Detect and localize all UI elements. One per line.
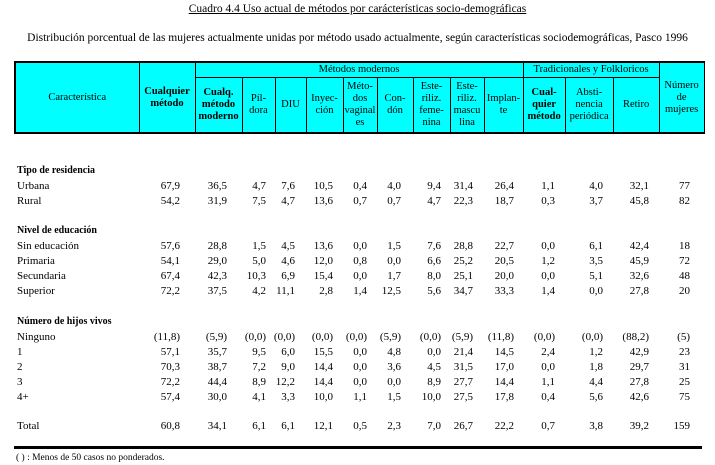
cell-value: 82 xyxy=(679,195,690,207)
table-row xyxy=(14,376,703,391)
cell-value: 22,3 xyxy=(453,195,473,207)
cell-value: 33,3 xyxy=(494,285,514,297)
cell-value: 8,9 xyxy=(252,376,266,388)
cell-value: 0,7 xyxy=(387,195,401,207)
cell-value: 4,1 xyxy=(252,391,266,403)
cell-value: 36,5 xyxy=(207,180,227,192)
table-row xyxy=(14,285,703,300)
row-label: 1 xyxy=(17,346,23,358)
cell-value: 27,5 xyxy=(453,391,473,403)
header-numero-mujeres: Número de mujeres xyxy=(659,62,704,133)
cell-value: 29,7 xyxy=(629,361,649,373)
cell-value: 5,0 xyxy=(252,255,266,267)
cell-value: 0,8 xyxy=(353,255,367,267)
cell-value: 5,6 xyxy=(427,285,441,297)
cell-value: 6,1 xyxy=(589,240,603,252)
cell-value: 4,2 xyxy=(252,285,266,297)
cell-value: 0,0 xyxy=(589,285,603,297)
cell-value: 0,0 xyxy=(541,240,555,252)
cell-value: 57,4 xyxy=(160,391,180,403)
header-group-modernos: Métodos modernos xyxy=(195,62,523,78)
cell-value: 12,5 xyxy=(381,285,401,297)
cell-value: 77 xyxy=(679,180,690,192)
bottom-rule xyxy=(14,446,702,449)
cell-value: 18 xyxy=(679,240,690,252)
cell-value: 48 xyxy=(679,270,690,282)
cell-value: 10,5 xyxy=(313,180,333,192)
cell-value: 7,6 xyxy=(427,240,441,252)
cell-value: 26,7 xyxy=(453,420,473,432)
table-row xyxy=(14,391,703,406)
cell-value: (11,8) xyxy=(153,331,180,343)
cell-value: 72,2 xyxy=(160,285,180,297)
cell-value: 25 xyxy=(679,376,690,388)
cell-value: 27,7 xyxy=(453,376,473,388)
cell-value: 70,3 xyxy=(160,361,180,373)
cell-value: 37,5 xyxy=(207,285,227,297)
cell-value: 15,4 xyxy=(313,270,333,282)
header-pildora: Píl-dora xyxy=(242,78,275,134)
cell-value: 3,3 xyxy=(281,391,295,403)
header-cualq-moderno: Cualq. método moderno xyxy=(195,78,242,134)
row-label: Ninguno xyxy=(17,331,56,343)
cell-value: 1,5 xyxy=(387,391,401,403)
cell-value: 1,2 xyxy=(541,255,555,267)
cell-value: 14,4 xyxy=(313,361,333,373)
cell-value: 54,2 xyxy=(160,195,180,207)
cell-value: 28,8 xyxy=(453,240,473,252)
cell-value: 22,7 xyxy=(494,240,514,252)
cell-value: 9,4 xyxy=(427,180,441,192)
cell-value: 14,4 xyxy=(494,376,514,388)
cell-value: 0,4 xyxy=(353,180,367,192)
cell-value: 3,6 xyxy=(387,361,401,373)
cell-value: 1,8 xyxy=(589,361,603,373)
cell-value: 42,9 xyxy=(629,346,649,358)
cell-value: 7,5 xyxy=(252,195,266,207)
header-cualquier-metodo: Cualquier método xyxy=(139,62,195,133)
section-title: Tipo de residencia xyxy=(17,165,95,176)
cell-value: 32,6 xyxy=(629,270,649,282)
cell-value: 75 xyxy=(679,391,690,403)
cell-value: 8,0 xyxy=(427,270,441,282)
cell-value: 159 xyxy=(673,420,690,432)
cell-value: 0,3 xyxy=(541,195,555,207)
table-row xyxy=(14,180,703,195)
cell-value: 25,2 xyxy=(453,255,473,267)
cell-value: (5,9) xyxy=(205,331,227,343)
cell-value: 11,1 xyxy=(276,285,295,297)
cell-value: 72,2 xyxy=(160,376,180,388)
cell-value: 39,2 xyxy=(629,420,649,432)
cell-value: 72 xyxy=(679,255,690,267)
row-label: 4+ xyxy=(17,391,29,403)
cell-value: 1,5 xyxy=(252,240,266,252)
cell-value: 0,0 xyxy=(427,346,441,358)
table-row xyxy=(14,270,703,285)
cell-value: 14,4 xyxy=(313,376,333,388)
cell-value: (11,8) xyxy=(487,331,514,343)
cell-value: 31,4 xyxy=(453,180,473,192)
table-row xyxy=(14,195,703,210)
row-label: Rural xyxy=(17,195,42,207)
cell-value: 13,6 xyxy=(313,195,333,207)
section-heading xyxy=(14,165,703,180)
cell-value: 4,0 xyxy=(589,180,603,192)
cell-value: 20,5 xyxy=(494,255,514,267)
cell-value: 42,6 xyxy=(629,391,649,403)
cell-value: 4,7 xyxy=(281,195,295,207)
header-cualq-tradicional: Cual-quier método xyxy=(523,78,565,134)
cell-value: 27,8 xyxy=(629,285,649,297)
table-subtitle: Distribución porcentual de las mujeres actualmente unidas por método usado actualmente, según características sociodemográficas, Pasco 1996 xyxy=(27,32,688,44)
cell-value: 10,3 xyxy=(246,270,266,282)
cell-value: 57,6 xyxy=(160,240,180,252)
cell-value: 8,9 xyxy=(427,376,441,388)
cell-value: 45,8 xyxy=(629,195,649,207)
cell-value: 0,7 xyxy=(541,420,555,432)
cell-value: 60,8 xyxy=(160,420,180,432)
cell-value: 15,5 xyxy=(313,346,333,358)
cell-value: (88,2) xyxy=(622,331,649,343)
cell-value: 27,8 xyxy=(629,376,649,388)
cell-value: 1,1 xyxy=(541,376,555,388)
cell-value: (0,0) xyxy=(345,331,367,343)
cell-value: 23 xyxy=(679,346,690,358)
cell-value: 4,7 xyxy=(252,180,266,192)
row-label: 2 xyxy=(17,361,23,373)
cell-value: 31,5 xyxy=(453,361,473,373)
cell-value: 31 xyxy=(679,361,690,373)
cell-value: 4,5 xyxy=(281,240,295,252)
cell-value: 17,8 xyxy=(494,391,514,403)
table-row xyxy=(14,255,703,270)
cell-value: (5) xyxy=(677,331,690,343)
cell-value: 25,1 xyxy=(453,270,473,282)
cell-value: 31,9 xyxy=(207,195,227,207)
cell-value: 44,4 xyxy=(207,376,227,388)
cell-value: (0,0) xyxy=(273,331,295,343)
cell-value: 0,0 xyxy=(353,270,367,282)
cell-value: 0,0 xyxy=(387,376,401,388)
cell-value: 57,1 xyxy=(160,346,180,358)
cell-value: 30,0 xyxy=(207,391,227,403)
header-group-tradicionales: Tradicionales y Folkloricos xyxy=(523,62,659,78)
cell-value: 34,1 xyxy=(207,420,227,432)
cell-value: 6,1 xyxy=(252,420,266,432)
cell-value: 38,7 xyxy=(207,361,227,373)
cell-value: 1,7 xyxy=(387,270,401,282)
row-label: Sin educación xyxy=(17,240,80,252)
cell-value: 42,4 xyxy=(629,240,649,252)
cell-value: 67,9 xyxy=(160,180,180,192)
cell-value: 0,0 xyxy=(541,270,555,282)
cell-value: 7,6 xyxy=(281,180,295,192)
cell-value: 0,0 xyxy=(353,346,367,358)
cell-value: 0,0 xyxy=(387,255,401,267)
cell-value: 6,9 xyxy=(281,270,295,282)
cell-value: 2,3 xyxy=(387,420,401,432)
cell-value: 7,0 xyxy=(427,420,441,432)
cell-value: 13,6 xyxy=(313,240,333,252)
cell-value: 0,5 xyxy=(353,420,367,432)
cell-value: 0,0 xyxy=(541,361,555,373)
cell-value: 18,7 xyxy=(494,195,514,207)
cell-value: 12,1 xyxy=(313,420,333,432)
header-inyeccion: Inyec-ción xyxy=(306,78,343,134)
table-row xyxy=(14,331,703,346)
cell-value: 1,4 xyxy=(353,285,367,297)
table-row xyxy=(14,361,703,376)
header-implante: Implan-te xyxy=(484,78,523,134)
cell-value: 42,3 xyxy=(207,270,227,282)
cell-value: 5,1 xyxy=(589,270,603,282)
cell-value: 20,0 xyxy=(494,270,514,282)
header-caracteristica: Característica xyxy=(15,62,139,133)
table-row xyxy=(14,240,703,255)
cell-value: (0,0) xyxy=(311,331,333,343)
cell-value: 1,2 xyxy=(589,346,603,358)
cell-value: (0,0) xyxy=(581,331,603,343)
cell-value: 45,9 xyxy=(629,255,649,267)
cell-value: 4,5 xyxy=(427,361,441,373)
table-header xyxy=(14,61,705,134)
cell-value: 34,7 xyxy=(453,285,473,297)
cell-value: 54,1 xyxy=(160,255,180,267)
cell-value: 32,1 xyxy=(629,180,649,192)
cell-value: (5,9) xyxy=(379,331,401,343)
cell-value: 4,0 xyxy=(387,180,401,192)
cell-value: 1,1 xyxy=(353,391,367,403)
cell-value: (0,0) xyxy=(533,331,555,343)
cell-value: 7,2 xyxy=(252,361,266,373)
cell-value: 35,7 xyxy=(207,346,227,358)
cell-value: 9,5 xyxy=(252,346,266,358)
cell-value: 10,0 xyxy=(313,391,333,403)
cell-value: 0,0 xyxy=(353,376,367,388)
row-label: Total xyxy=(17,420,40,432)
cell-value: 22,2 xyxy=(494,420,514,432)
row-label: 3 xyxy=(17,376,23,388)
table-title: Cuadro 4.4 Uso actual de métodos por carácterísticas socio-demográficas xyxy=(188,3,527,15)
cell-value: 4,4 xyxy=(589,376,603,388)
header-ester-fem: Este-riliz. feme-nina xyxy=(413,78,450,134)
row-label: Secundaria xyxy=(17,270,66,282)
cell-value: 3,8 xyxy=(589,420,603,432)
cell-value: 67,4 xyxy=(160,270,180,282)
table-row xyxy=(14,346,703,361)
cell-value: 2,4 xyxy=(541,346,555,358)
cell-value: 0,0 xyxy=(353,240,367,252)
section-heading xyxy=(14,316,703,331)
cell-value: 12,2 xyxy=(275,376,295,388)
header-retiro: Retiro xyxy=(613,78,659,134)
cell-value: 26,4 xyxy=(494,180,514,192)
cell-value: 4,6 xyxy=(281,255,295,267)
cell-value: 3,5 xyxy=(589,255,603,267)
cell-value: 0,7 xyxy=(353,195,367,207)
cell-value: 2,8 xyxy=(319,285,333,297)
cell-value: (0,0) xyxy=(244,331,266,343)
cell-value: 4,7 xyxy=(427,195,441,207)
section-title: Número de hijos vivos xyxy=(17,316,112,327)
cell-value: 12,0 xyxy=(313,255,333,267)
header-abstinencia: Absti-nencia periódica xyxy=(565,78,613,134)
cell-value: 6,6 xyxy=(427,255,441,267)
cell-value: 21,4 xyxy=(453,346,473,358)
cell-value: 1,1 xyxy=(541,180,555,192)
cell-value: 4,8 xyxy=(387,346,401,358)
cell-value: 10,0 xyxy=(421,391,441,403)
row-label: Urbana xyxy=(17,180,50,192)
row-label: Primaria xyxy=(17,255,55,267)
cell-value: 0,4 xyxy=(541,391,555,403)
cell-value: 20 xyxy=(679,285,690,297)
cell-value: 5,6 xyxy=(589,391,603,403)
cell-value: 6,0 xyxy=(281,346,295,358)
cell-value: 9,0 xyxy=(281,361,295,373)
cell-value: 14,5 xyxy=(494,346,514,358)
cell-value: 1,4 xyxy=(541,285,555,297)
header-condon: Con-dón xyxy=(377,78,413,134)
cell-value: 6,1 xyxy=(281,420,295,432)
section-heading xyxy=(14,225,703,240)
cell-value: 1,5 xyxy=(387,240,401,252)
cell-value: 17,0 xyxy=(494,361,514,373)
cell-value: 0,0 xyxy=(353,361,367,373)
cell-value: 3,7 xyxy=(589,195,603,207)
cell-value: (5,9) xyxy=(451,331,473,343)
header-vaginales: Méto-dos vaginal es xyxy=(343,78,377,134)
footnote: ( ) : Menos de 50 casos no ponderados. xyxy=(16,453,165,463)
header-ester-masc: Este-riliz. mascu lina xyxy=(450,78,484,134)
cell-value: 29,0 xyxy=(207,255,227,267)
total-row xyxy=(14,420,703,435)
cell-value: 28,8 xyxy=(207,240,227,252)
section-title: Nivel de educación xyxy=(17,225,97,236)
header-diu: DIU xyxy=(275,78,306,134)
row-label: Superior xyxy=(17,285,55,297)
cell-value: (0,0) xyxy=(419,331,441,343)
